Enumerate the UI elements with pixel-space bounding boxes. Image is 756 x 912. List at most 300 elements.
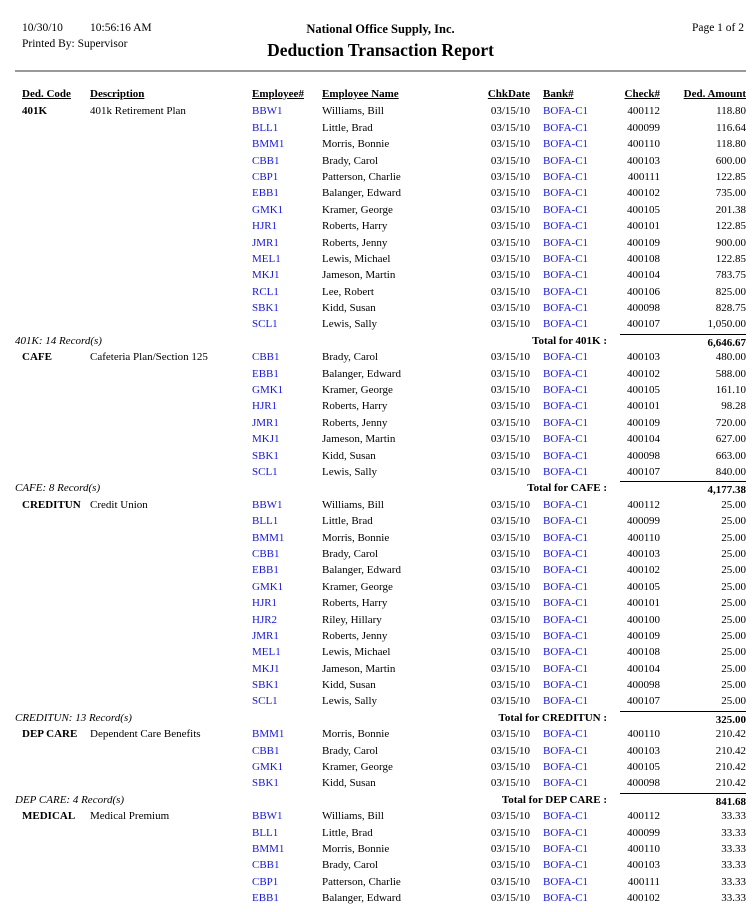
employee-name-cell: Roberts, Harry <box>322 400 388 413</box>
chk-date-cell: 03/15/10 <box>490 367 530 380</box>
table-row <box>15 825 746 841</box>
bank-number-link[interactable]: BOFA-C1 <box>543 269 589 282</box>
chk-date-cell: 03/15/10 <box>490 449 530 462</box>
ded-code-cell <box>22 251 90 267</box>
column-gap <box>530 185 543 201</box>
description-cell: Medical Premium <box>90 810 170 823</box>
ded-code-cell <box>22 300 90 316</box>
ded-amount-cell: 33.33 <box>721 859 746 872</box>
employee-number-link[interactable]: CBP1 <box>252 875 279 888</box>
employee-number-link[interactable]: BBW1 <box>252 105 283 118</box>
check-number-cell: 400111 <box>627 170 660 183</box>
bank-number-link[interactable]: BOFA-C1 <box>543 842 589 855</box>
employee-number-link[interactable]: BLL1 <box>252 515 279 528</box>
description-cell <box>90 825 252 841</box>
table-row <box>15 743 746 759</box>
section-total-label: Total for CREDITUN : <box>498 711 607 724</box>
chk-date-cell: 03/15/10 <box>490 777 530 790</box>
ded-amount-cell: 210.42 <box>715 761 746 774</box>
check-number-cell: 400098 <box>627 777 660 790</box>
check-number-cell: 400107 <box>627 695 660 708</box>
col-header-ded-amount: Ded. Amount <box>683 88 746 100</box>
chk-date-cell: 03/15/10 <box>490 203 530 216</box>
bank-number-link[interactable]: BOFA-C1 <box>543 121 589 134</box>
check-number-cell: 400111 <box>627 875 660 888</box>
bank-number-link[interactable]: BOFA-C1 <box>543 531 589 544</box>
ded-code-cell <box>22 644 90 660</box>
bank-number-link[interactable]: BOFA-C1 <box>543 318 589 331</box>
description-cell <box>90 366 252 382</box>
bank-number-link[interactable]: BOFA-C1 <box>543 400 589 413</box>
check-number-cell: 400105 <box>627 761 660 774</box>
employee-number-link[interactable]: JMR1 <box>252 629 279 642</box>
check-number-cell: 400112 <box>627 105 660 118</box>
table-row <box>15 874 746 890</box>
table-row <box>15 120 746 136</box>
employee-number-link[interactable]: BMM1 <box>252 531 285 544</box>
column-gap <box>530 644 543 660</box>
employee-name-cell: Kidd, Susan <box>322 777 376 790</box>
ded-code-cell <box>22 890 90 906</box>
ded-code-cell <box>22 857 90 873</box>
description-cell <box>90 759 252 775</box>
bank-number-link[interactable]: BOFA-C1 <box>543 744 589 757</box>
employee-number-link[interactable]: GMK1 <box>252 384 284 397</box>
chk-date-cell: 03/15/10 <box>490 236 530 249</box>
print-info <box>15 22 230 50</box>
column-gap <box>530 661 543 677</box>
employee-number-link[interactable]: HJR1 <box>252 400 278 413</box>
bank-number-link[interactable]: BOFA-C1 <box>543 465 589 478</box>
table-row <box>15 448 746 464</box>
check-number-cell: 400108 <box>627 252 660 265</box>
column-gap <box>530 169 543 185</box>
ded-code-cell <box>22 153 90 169</box>
check-number-cell: 400107 <box>627 318 660 331</box>
ded-amount-cell: 25.00 <box>721 679 746 692</box>
employee-number-link[interactable]: JMR1 <box>252 416 279 429</box>
column-gap <box>530 546 543 562</box>
ded-code-cell <box>22 136 90 152</box>
employee-name-cell: Brady, Carol <box>322 154 379 167</box>
employee-number-link[interactable]: HJR2 <box>252 613 278 626</box>
description-cell <box>90 857 252 873</box>
chk-date-cell: 03/15/10 <box>490 629 530 642</box>
table-row <box>15 808 746 824</box>
employee-name-cell: Lewis, Sally <box>322 465 377 478</box>
employee-name-cell: Jameson, Martin <box>322 269 396 282</box>
ded-amount-cell: 25.00 <box>721 597 746 610</box>
ded-amount-cell: 33.33 <box>721 892 746 905</box>
chk-date-cell: 03/15/10 <box>490 138 530 151</box>
employee-name-cell: Brady, Carol <box>322 547 379 560</box>
employee-number-link[interactable]: MEL1 <box>252 646 281 659</box>
ded-amount-cell: 33.33 <box>721 875 746 888</box>
employee-number-link[interactable]: CBB1 <box>252 154 280 167</box>
employee-number-link[interactable]: SCL1 <box>252 695 278 708</box>
ded-amount-cell: 122.85 <box>715 220 746 233</box>
chk-date-cell: 03/15/10 <box>490 547 530 560</box>
employee-number-link[interactable]: HJR1 <box>252 220 278 233</box>
column-gap <box>530 382 543 398</box>
employee-number-link[interactable]: BMM1 <box>252 138 285 151</box>
bank-number-link[interactable]: BOFA-C1 <box>543 433 589 446</box>
employee-number-link[interactable]: MKJ1 <box>252 662 280 675</box>
bank-number-link[interactable]: BOFA-C1 <box>543 761 589 774</box>
bank-number-link[interactable]: BOFA-C1 <box>543 564 589 577</box>
check-number-cell: 400101 <box>627 220 660 233</box>
check-number-cell: 400107 <box>627 465 660 478</box>
employee-number-link[interactable]: GMK1 <box>252 203 284 216</box>
chk-date-cell: 03/15/10 <box>490 695 530 708</box>
print-date-line <box>22 22 230 34</box>
table-row <box>15 759 746 775</box>
column-gap <box>530 562 543 578</box>
ded-code-cell <box>22 316 90 332</box>
table-row <box>15 595 746 611</box>
ded-amount-cell: 1,050.00 <box>707 318 746 331</box>
ded-amount-cell: 118.80 <box>716 105 746 118</box>
column-gap <box>530 628 543 644</box>
ded-amount-cell: 25.00 <box>721 531 746 544</box>
bank-number-link[interactable]: BOFA-C1 <box>543 892 589 905</box>
description-cell <box>90 185 252 201</box>
chk-date-cell: 03/15/10 <box>490 433 530 446</box>
bank-number-link[interactable]: BOFA-C1 <box>543 695 589 708</box>
bank-number-link[interactable]: BOFA-C1 <box>543 597 589 610</box>
ded-code-cell <box>22 775 90 791</box>
section-total-row <box>15 480 746 496</box>
employee-number-link[interactable]: BMM1 <box>252 728 285 741</box>
col-header-bank-number: Bank# <box>543 88 574 100</box>
employee-name-cell: Morris, Bonnie <box>322 531 390 544</box>
employee-number-link[interactable]: JMR1 <box>252 236 279 249</box>
employee-name-cell: Lewis, Michael <box>322 646 391 659</box>
bank-number-link[interactable]: BOFA-C1 <box>543 662 589 675</box>
column-gap <box>530 677 543 693</box>
bank-number-link[interactable]: BOFA-C1 <box>543 580 589 593</box>
ded-code-cell: DEP CARE <box>22 728 78 741</box>
check-number-cell: 400098 <box>627 679 660 692</box>
table-row <box>15 612 746 628</box>
ded-amount-cell: 201.38 <box>715 203 746 216</box>
bank-number-link[interactable]: BOFA-C1 <box>543 154 589 167</box>
col-header-description: Description <box>90 88 145 100</box>
employee-number-link[interactable]: EBB1 <box>252 892 279 905</box>
bank-number-link[interactable]: BOFA-C1 <box>543 613 589 626</box>
ded-amount-cell: 122.85 <box>715 252 746 265</box>
bank-number-link[interactable]: BOFA-C1 <box>543 777 589 790</box>
table-row <box>15 677 746 693</box>
bank-number-link[interactable]: BOFA-C1 <box>543 498 589 511</box>
bank-number-link[interactable]: BOFA-C1 <box>543 252 589 265</box>
record-count-label: 401K: 14 Record(s) <box>15 334 102 347</box>
employee-number-link[interactable]: CBB1 <box>252 547 280 560</box>
chk-date-cell: 03/15/10 <box>490 859 530 872</box>
ded-amount-cell: 161.10 <box>715 384 746 397</box>
section-total-label: Total for DEP CARE : <box>501 793 607 806</box>
employee-number-link[interactable]: CBB1 <box>252 859 280 872</box>
table-row <box>15 251 746 267</box>
ded-code-cell <box>22 612 90 628</box>
employee-number-link[interactable]: MKJ1 <box>252 433 280 446</box>
bank-number-link[interactable]: BOFA-C1 <box>543 285 589 298</box>
chk-date-cell: 03/15/10 <box>490 810 530 823</box>
description-cell <box>90 513 252 529</box>
chk-date-cell: 03/15/10 <box>490 121 530 134</box>
employee-number-link[interactable]: BBW1 <box>252 810 283 823</box>
employee-number-link[interactable]: EBB1 <box>252 367 279 380</box>
bank-number-link[interactable]: BOFA-C1 <box>543 449 589 462</box>
employee-number-link[interactable]: CBB1 <box>252 744 280 757</box>
ded-code-cell: CREDITUN <box>22 498 81 511</box>
ded-code-cell <box>22 546 90 562</box>
employee-name-cell: Roberts, Harry <box>322 597 388 610</box>
check-number-cell: 400099 <box>627 826 660 839</box>
description-cell <box>90 874 252 890</box>
description-cell <box>90 546 252 562</box>
bank-number-link[interactable]: BOFA-C1 <box>543 203 589 216</box>
page-number: Page 1 of 2 <box>691 22 744 34</box>
column-gap <box>530 120 543 136</box>
check-number-cell: 400104 <box>627 662 660 675</box>
ded-code-cell <box>22 628 90 644</box>
table-row <box>15 857 746 873</box>
ded-amount-cell: 25.00 <box>721 564 746 577</box>
description-cell <box>90 579 252 595</box>
bank-number-link[interactable]: BOFA-C1 <box>543 105 589 118</box>
ded-code-cell <box>22 235 90 251</box>
employee-number-link[interactable]: BLL1 <box>252 826 279 839</box>
description-cell <box>90 431 252 447</box>
table-row <box>15 185 746 201</box>
ded-amount-cell: 98.28 <box>721 400 746 413</box>
employee-number-link[interactable]: SBK1 <box>252 449 279 462</box>
check-number-cell: 400098 <box>627 449 660 462</box>
employee-number-link[interactable]: SBK1 <box>252 679 279 692</box>
chk-date-cell: 03/15/10 <box>490 105 530 118</box>
description-cell <box>90 775 252 791</box>
chk-date-cell: 03/15/10 <box>490 761 530 774</box>
check-number-cell: 400102 <box>627 564 660 577</box>
employee-number-link[interactable]: MEL1 <box>252 252 281 265</box>
ded-amount-cell: 122.85 <box>715 170 746 183</box>
table-row <box>15 235 746 251</box>
description-cell <box>90 448 252 464</box>
ded-code-cell <box>22 693 90 709</box>
column-gap <box>530 431 543 447</box>
check-number-cell: 400109 <box>627 629 660 642</box>
column-gap <box>530 513 543 529</box>
check-number-cell: 400103 <box>627 154 660 167</box>
table-row <box>15 267 746 283</box>
description-cell <box>90 612 252 628</box>
description-cell <box>90 284 252 300</box>
employee-number-link[interactable]: HJR1 <box>252 597 278 610</box>
chk-date-cell: 03/15/10 <box>490 170 530 183</box>
column-headers <box>15 86 746 102</box>
column-gap <box>530 267 543 283</box>
employee-name-cell: Williams, Bill <box>322 105 384 118</box>
check-number-cell: 400105 <box>627 203 660 216</box>
employee-number-link[interactable]: RCL1 <box>252 285 279 298</box>
description-cell <box>90 415 252 431</box>
bank-number-link[interactable]: BOFA-C1 <box>543 367 589 380</box>
ded-amount-cell: 840.00 <box>715 465 746 478</box>
section-total-row <box>15 792 746 808</box>
chk-date-cell: 03/15/10 <box>490 187 530 200</box>
col-header-ded-code: Ded. Code <box>22 88 71 100</box>
check-number-cell: 400100 <box>627 613 660 626</box>
description-cell <box>90 120 252 136</box>
check-number-cell: 400112 <box>627 498 660 511</box>
table-row <box>15 775 746 791</box>
ded-code-cell <box>22 841 90 857</box>
table-row <box>15 398 746 414</box>
bank-number-link[interactable]: BOFA-C1 <box>543 416 589 429</box>
record-count-label: CAFE: 8 Record(s) <box>15 482 101 495</box>
check-number-cell: 400105 <box>627 384 660 397</box>
ded-code-cell <box>22 431 90 447</box>
employee-number-link[interactable]: SCL1 <box>252 465 278 478</box>
bank-number-link[interactable]: BOFA-C1 <box>543 810 589 823</box>
bank-number-link[interactable]: BOFA-C1 <box>543 547 589 560</box>
employee-name-cell: Brady, Carol <box>322 351 379 364</box>
bank-number-link[interactable]: BOFA-C1 <box>543 728 589 741</box>
ded-amount-cell: 900.00 <box>715 236 746 249</box>
column-gap <box>530 890 543 906</box>
section-total-row <box>15 710 746 726</box>
column-gap <box>530 874 543 890</box>
ded-amount-cell: 210.42 <box>715 744 746 757</box>
column-gap <box>530 841 543 857</box>
employee-number-link[interactable]: GMK1 <box>252 761 284 774</box>
column-gap <box>530 464 543 480</box>
column-gap <box>530 349 543 365</box>
employee-number-link[interactable]: BLL1 <box>252 121 279 134</box>
column-gap <box>530 743 543 759</box>
description-cell <box>90 464 252 480</box>
column-gap <box>530 366 543 382</box>
employee-number-link[interactable]: BMM1 <box>252 842 285 855</box>
table-row <box>15 464 746 480</box>
report-title: Deduction Transaction Report <box>267 40 494 60</box>
bank-number-link[interactable]: BOFA-C1 <box>543 875 589 888</box>
ded-code-cell <box>22 120 90 136</box>
section-total-row <box>15 333 746 349</box>
ded-code-cell <box>22 595 90 611</box>
table-row <box>15 890 746 906</box>
chk-date-cell: 03/15/10 <box>490 826 530 839</box>
ded-code-cell <box>22 677 90 693</box>
ded-amount-cell: 480.00 <box>715 351 746 364</box>
table-row <box>15 136 746 152</box>
table-row <box>15 300 746 316</box>
bank-number-link[interactable]: BOFA-C1 <box>543 220 589 233</box>
report-body <box>15 103 746 906</box>
ded-code-cell <box>22 382 90 398</box>
employee-number-link[interactable]: GMK1 <box>252 580 284 593</box>
employee-number-link[interactable]: BBW1 <box>252 498 283 511</box>
ded-amount-cell: 588.00 <box>715 367 746 380</box>
employee-number-link[interactable]: EBB1 <box>252 187 279 200</box>
employee-name-cell: Balanger, Edward <box>322 187 401 200</box>
employee-name-cell: Balanger, Edward <box>322 564 401 577</box>
bank-number-link[interactable]: BOFA-C1 <box>543 515 589 528</box>
employee-name-cell: Jameson, Martin <box>322 433 396 446</box>
employee-number-link[interactable]: SBK1 <box>252 777 279 790</box>
bank-number-link[interactable]: BOFA-C1 <box>543 826 589 839</box>
column-gap <box>530 775 543 791</box>
column-gap <box>530 136 543 152</box>
bank-number-link[interactable]: BOFA-C1 <box>543 384 589 397</box>
check-number-cell: 400102 <box>627 187 660 200</box>
check-number-cell: 400105 <box>627 580 660 593</box>
ded-amount-cell: 25.00 <box>721 580 746 593</box>
employee-number-link[interactable]: MKJ1 <box>252 269 280 282</box>
table-row <box>15 513 746 529</box>
ded-code-cell <box>22 513 90 529</box>
description-cell <box>90 300 252 316</box>
bank-number-link[interactable]: BOFA-C1 <box>543 859 589 872</box>
description-cell: Credit Union <box>90 498 148 511</box>
description-cell <box>90 890 252 906</box>
column-gap <box>530 316 543 332</box>
column-gap <box>530 530 543 546</box>
description-cell <box>90 382 252 398</box>
chk-date-cell: 03/15/10 <box>490 892 530 905</box>
employee-number-link[interactable]: EBB1 <box>252 564 279 577</box>
bank-number-link[interactable]: BOFA-C1 <box>543 629 589 642</box>
ded-amount-cell: 25.00 <box>721 629 746 642</box>
section-total-label: Total for 401K : <box>532 334 607 347</box>
bank-number-link[interactable]: BOFA-C1 <box>543 302 589 315</box>
bank-number-link[interactable]: BOFA-C1 <box>543 236 589 249</box>
employee-name-cell: Roberts, Jenny <box>322 629 388 642</box>
bank-number-link[interactable]: BOFA-C1 <box>543 679 589 692</box>
table-row <box>15 530 746 546</box>
description-cell <box>90 562 252 578</box>
bank-number-link[interactable]: BOFA-C1 <box>543 170 589 183</box>
ded-amount-cell: 210.42 <box>715 777 746 790</box>
table-row <box>15 284 746 300</box>
employee-name-cell: Morris, Bonnie <box>322 842 390 855</box>
col-header-employee-name: Employee Name <box>322 88 399 100</box>
description-cell <box>90 398 252 414</box>
column-gap <box>530 693 543 709</box>
bank-number-link[interactable]: BOFA-C1 <box>543 187 589 200</box>
ded-code-cell <box>22 579 90 595</box>
employee-name-cell: Williams, Bill <box>322 498 384 511</box>
section-total-amount: 6,646.67 <box>620 334 746 351</box>
bank-number-link[interactable]: BOFA-C1 <box>543 138 589 151</box>
check-number-cell: 400102 <box>627 367 660 380</box>
check-number-cell: 400103 <box>627 744 660 757</box>
column-gap <box>530 398 543 414</box>
employee-number-link[interactable]: CBB1 <box>252 351 280 364</box>
bank-number-link[interactable]: BOFA-C1 <box>543 351 589 364</box>
employee-number-link[interactable]: SCL1 <box>252 318 278 331</box>
description-cell <box>90 267 252 283</box>
description-cell: 401k Retirement Plan <box>90 105 186 118</box>
column-gap <box>530 86 543 102</box>
check-number-cell: 400104 <box>627 433 660 446</box>
employee-number-link[interactable]: CBP1 <box>252 170 279 183</box>
employee-name-cell: Morris, Bonnie <box>322 728 390 741</box>
bank-number-link[interactable]: BOFA-C1 <box>543 646 589 659</box>
employee-number-link[interactable]: SBK1 <box>252 302 279 315</box>
table-row <box>15 202 746 218</box>
